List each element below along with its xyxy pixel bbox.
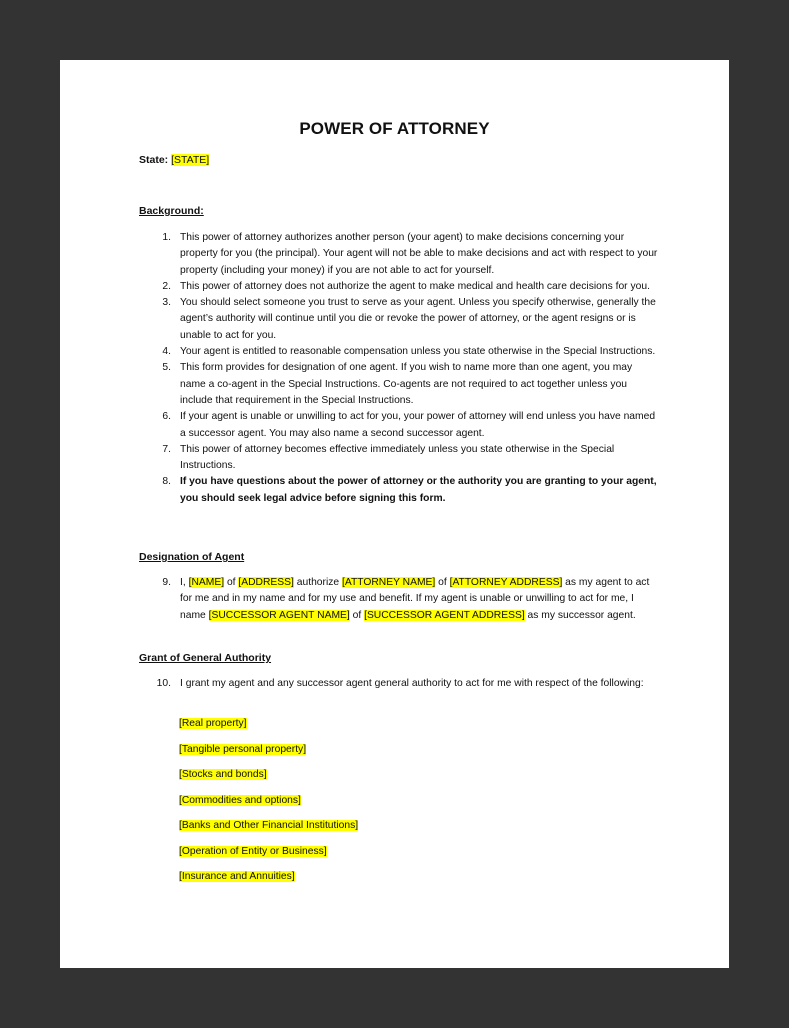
list-item [139,360,659,409]
successor-name-placeholder: [SUCCESSOR AGENT NAME] [208,609,350,621]
list-text: If your agent is unable or unwilling to act for you, your power of attorney will end unless you have named a successor agent. You may also name a second successor agent. [180,411,656,439]
text-run: as my agent to act for me and in my name and for my use and benefit. If my agent is unable or unwilling to act for me, I name [180,577,650,621]
state-label: State: [139,154,169,166]
text-run: as my successor agent. [524,609,636,621]
document-title: POWER OF ATTORNEY [299,119,490,138]
text-run: I, [180,577,189,588]
authority-placeholder: [Commodities and options] [179,795,301,806]
list-number: 3. [162,297,171,309]
text-run: authorize [293,577,342,588]
authority-item [179,744,306,755]
authority-item [179,718,247,729]
background-list [139,230,659,507]
authority-placeholder: [Banks and Other Financial Institutions] [179,820,359,831]
designation-list [139,575,659,624]
list-text: I grant my agent and any successor agent general authority to act for me with respect of the following: [180,678,644,689]
list-number: 6. [162,411,171,423]
text-run: of [224,577,239,588]
list-number: 8. [162,476,171,488]
list-number: 2. [162,280,171,292]
list-item [139,295,659,344]
grant-list [139,676,659,692]
state-line [139,154,209,166]
authority-item [179,871,295,882]
list-item [139,442,659,475]
list-text: This power of attorney authorizes another person (your agent) to make decisions concerning your property for you (the principal). Your agent will not be able to make decisions and act with respect to your property (including your money) if you are not able to act for yourself. [180,232,658,276]
list-text: This form provides for designation of one agent. If you wish to name more than one agent, you may name a co-agent in the Special Instructions. Co-agents are not required to act together unless you include that requirement in the Special Instructions. [180,362,633,406]
authority-placeholder: [Tangible personal property] [179,744,307,755]
state-placeholder: [STATE] [171,154,210,166]
list-item [139,230,659,279]
list-text: You should select someone you trust to serve as your agent. Unless you specify otherwise, generally the agent’s authority will continue until you die or revoke the power of attorney, or the agent resigns or is unable to act for you. [180,297,656,341]
background-heading: Background: [139,205,204,217]
list-number: 4. [162,346,171,358]
authority-item [179,820,358,831]
authority-placeholder: [Real property] [179,718,247,729]
list-number: 5. [162,362,171,374]
authority-item [179,795,301,806]
document-page [60,60,729,968]
authority-placeholder: [Operation of Entity or Business] [179,846,327,857]
list-number: 1. [162,232,171,243]
attorney-address-placeholder: [ATTORNEY ADDRESS] [449,577,563,588]
list-item [139,474,659,507]
authority-placeholder: [Stocks and bonds] [179,769,267,780]
list-text: If you have questions about the power of attorney or the authority you are granting to your agent, you should seek legal advice before signing this form. [180,476,657,504]
successor-address-placeholder: [SUCCESSOR AGENT ADDRESS] [364,609,525,621]
text-run: of [435,577,450,588]
list-number: 9. [162,577,171,588]
name-placeholder: [NAME] [188,577,225,588]
list-item [139,279,659,295]
list-text: This power of attorney does not authorize the agent to make medical and health care decisions for you. [180,280,650,292]
list-item [139,344,659,360]
list-number: 7. [162,443,171,455]
designation-heading: Designation of Agent [139,551,245,563]
list-text: Your agent is entitled to reasonable compensation unless you state otherwise in the Special Instructions. [180,346,656,358]
authority-placeholder: [Insurance and Annuities] [179,871,295,882]
list-item [139,409,659,442]
list-item [139,676,659,692]
list-number: 10. [156,678,171,689]
list-text: This power of attorney becomes effective immediately unless you state otherwise in the Special Instructions. [180,443,615,472]
designation-text [180,575,659,624]
authority-item [179,846,327,857]
grant-heading: Grant of General Authority [139,652,272,664]
list-item [139,575,659,624]
address-placeholder: [ADDRESS] [238,577,294,588]
attorney-name-placeholder: [ATTORNEY NAME] [342,577,436,588]
authority-item [179,769,267,780]
text-run: of [349,609,365,621]
